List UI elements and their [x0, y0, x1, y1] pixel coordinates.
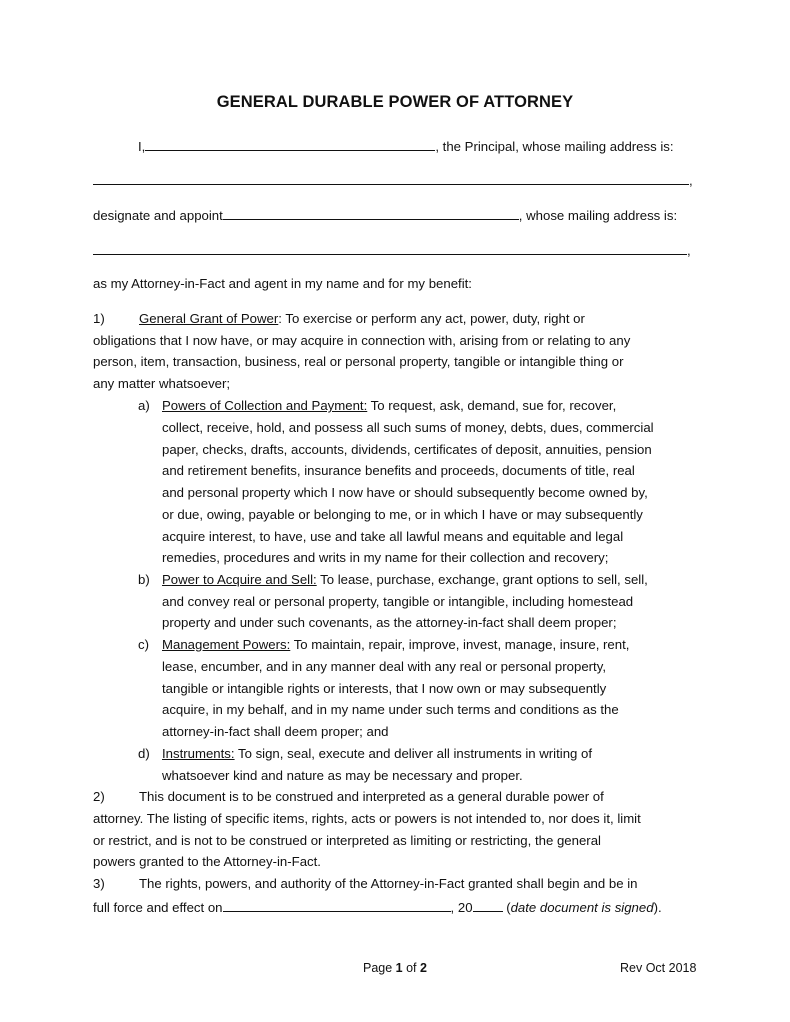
section-3-number: 3) [93, 876, 105, 891]
section-2-number: 2) [93, 789, 105, 804]
designate-suffix: , whose mailing address is: [518, 208, 678, 223]
section-1-line-1 [93, 310, 585, 328]
item-b-line-2: and convey real or personal property, tangible or intangible, including homestead [162, 594, 634, 609]
section-2-line-4: powers granted to the Attorney-in-Fact. [93, 854, 321, 869]
revision-label: Rev Oct 2018 [620, 961, 697, 975]
item-a-line-6: or due, owing, payable or belonging to me, or in which I have or may subsequently [162, 507, 643, 522]
document-title: GENERAL DURABLE POWER OF ATTORNEY [216, 93, 574, 111]
item-a-line-7: acquire interest, to have, use and take all lawful means and equitable and legal [162, 529, 624, 544]
item-c-heading: Management Powers: [162, 637, 291, 652]
date-note: date document is signed [510, 900, 654, 915]
section-1-line-3: person, item, transaction, business, real or personal property, tangible or intangible thing or [93, 354, 624, 369]
item-a-text: To request, ask, demand, sue for, recover, [367, 398, 617, 413]
item-c-line-2: lease, encumber, and in any manner deal with any real or personal property, [162, 659, 606, 674]
item-a-line-3: paper, checks, drafts, accounts, dividends, certificates of deposit, annuities, pension [162, 442, 652, 457]
section-1-line-4: any matter whatsoever; [93, 376, 231, 391]
item-d-heading: Instruments: [162, 746, 235, 761]
principal-address-comma: , [689, 173, 693, 188]
page-of: of [402, 961, 420, 975]
principal-address-field[interactable] [93, 184, 689, 185]
item-c-text: To maintain, repair, improve, invest, manage, insure, rent, [290, 637, 630, 652]
item-a-line-8: remedies, procedures and writs in my name for their collection and recovery; [162, 550, 609, 565]
item-a-label: a) [138, 398, 150, 413]
item-b-line-3: property and under such covenants, as the attorney-in-fact shall deem proper; [162, 615, 617, 630]
item-b-label: b) [138, 572, 150, 587]
page-word: Page [363, 961, 396, 975]
item-a-heading: Powers of Collection and Payment: [162, 398, 368, 413]
item-d-line-2: whatsoever kind and nature as may be necessary and proper. [162, 768, 523, 783]
section-1-heading: General Grant of Power [139, 311, 279, 326]
effective-date-field[interactable] [223, 897, 451, 912]
section-1-text: : To exercise or perform any act, power, duty, right or [278, 311, 585, 326]
designate-line [93, 205, 677, 225]
section-2-line-2: attorney. The listing of specific items, rights, acts or powers is not intended to, nor does it, limit [93, 811, 641, 826]
year-field[interactable] [473, 897, 503, 912]
item-a-line-4: and retirement benefits, insurance benefits and proceeds, documents of title, real [162, 463, 635, 478]
page-current: 1 [395, 961, 403, 975]
agent-address-comma: , [687, 243, 691, 258]
section-3-line-1 [93, 875, 637, 893]
paren-open: ( [502, 900, 511, 915]
item-c-line-3: tangible or intangible rights or interests, that I now own or may subsequently [162, 681, 607, 696]
item-a-line-5: and personal property which I now have or should subsequently become owned by, [162, 485, 648, 500]
effective-date-prefix: full force and effect on [93, 900, 223, 915]
section-2-line-1 [93, 788, 604, 806]
agent-intro: as my Attorney-in-Fact and agent in my name and for my benefit: [93, 276, 472, 291]
section-3-text: The rights, powers, and authority of the Attorney-in-Fact granted shall begin and be in [139, 876, 638, 891]
section-2-text: This document is to be construed and interpreted as a general durable power of [139, 789, 604, 804]
year-prefix: , 20 [450, 900, 473, 915]
principal-name-field[interactable] [145, 136, 435, 151]
item-a-line-1 [138, 397, 616, 415]
agent-address-field[interactable] [93, 254, 687, 255]
section-1-number: 1) [93, 311, 105, 326]
item-c-line-5: attorney-in-fact shall deem proper; and [162, 724, 389, 739]
section-1-line-2: obligations that I now have, or may acquire in connection with, arising from or relating to any [93, 333, 631, 348]
item-d-text: To sign, seal, execute and deliver all instruments in writing of [234, 746, 593, 761]
section-2-line-3: or restrict, and is not to be construed or interpreted as limiting or restricting, the general [93, 833, 601, 848]
item-c-line-1 [138, 636, 629, 654]
item-c-line-4: acquire, in my behalf, and in my name under such terms and conditions as the [162, 702, 619, 717]
page-number [363, 959, 427, 977]
principal-line [138, 136, 674, 156]
item-b-text: To lease, purchase, exchange, grant options to sell, sell, [316, 572, 648, 587]
agent-name-field[interactable] [223, 205, 519, 220]
page-total: 2 [420, 961, 427, 975]
principal-suffix: , the Principal, whose mailing address is: [435, 139, 674, 154]
item-d-label: d) [138, 746, 150, 761]
designate-prefix: designate and appoint [93, 208, 223, 223]
item-b-line-1 [138, 571, 648, 589]
paren-close: ). [653, 900, 662, 915]
principal-prefix: I, [138, 139, 146, 154]
section-3-line-2 [93, 897, 662, 917]
item-b-heading: Power to Acquire and Sell: [162, 572, 317, 587]
item-a-line-2: collect, receive, hold, and possess all such sums of money, debts, dues, commercial [162, 420, 654, 435]
item-d-line-1 [138, 745, 592, 763]
item-c-label: c) [138, 637, 149, 652]
